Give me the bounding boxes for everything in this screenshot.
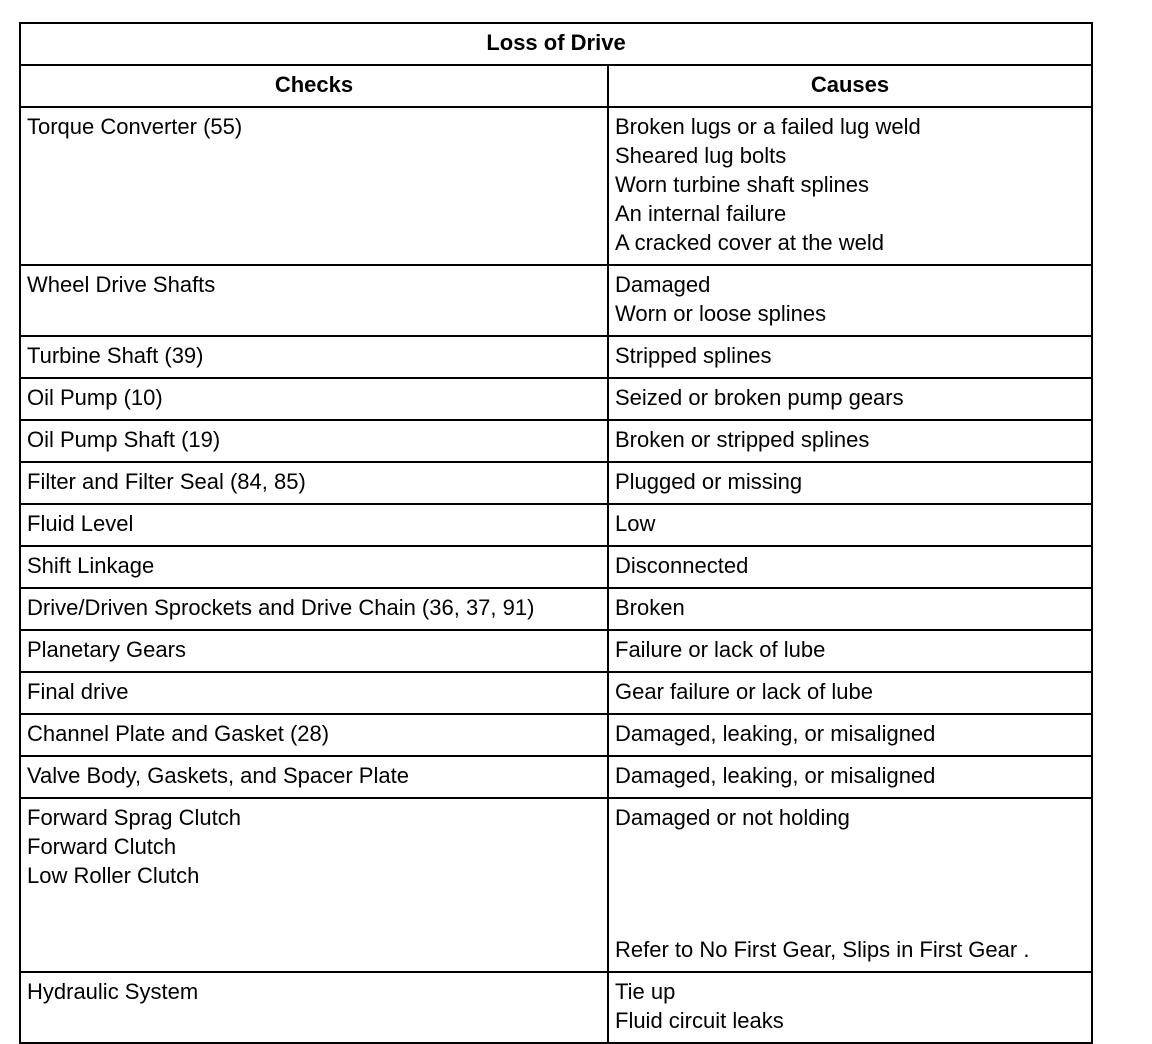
cause-text: Damaged	[615, 272, 711, 297]
cause-text: Worn turbine shaft splines	[615, 172, 869, 197]
table-row	[20, 630, 1092, 672]
causes-header: Causes	[608, 65, 1092, 107]
table-row	[20, 672, 1092, 714]
table-row	[20, 462, 1092, 504]
cause-cell	[608, 798, 1092, 972]
table-row	[20, 107, 1092, 265]
check-text: Forward Sprag Clutch	[27, 805, 241, 830]
check-cell: Filter and Filter Seal (84, 85)	[20, 462, 608, 504]
cause-text: Tie up	[615, 979, 676, 1004]
cause-cell: Disconnected	[608, 546, 1092, 588]
table-row	[20, 265, 1092, 336]
cause-cell: Stripped splines	[608, 336, 1092, 378]
check-text: Hydraulic System	[27, 979, 199, 1004]
cause-text: Fluid circuit leaks	[615, 1008, 784, 1033]
table-row	[20, 546, 1092, 588]
cause-cell: Gear failure or lack of lube	[608, 672, 1092, 714]
cause-cell: Seized or broken pump gears	[608, 378, 1092, 420]
cause-text: Worn or loose splines	[615, 301, 827, 326]
check-cell: Turbine Shaft (39)	[20, 336, 608, 378]
table-row	[20, 588, 1092, 630]
cause-text: Sheared lug bolts	[615, 143, 787, 168]
cause-text: Broken lugs or a failed lug weld	[615, 114, 921, 139]
check-text: Low Roller Clutch	[27, 863, 200, 888]
check-cell: Oil Pump Shaft (19)	[20, 420, 608, 462]
check-cell	[20, 265, 608, 336]
header-row	[20, 65, 1092, 107]
check-cell: Shift Linkage	[20, 546, 608, 588]
table-row	[20, 714, 1092, 756]
check-cell: Drive/Driven Sprockets and Drive Chain (36, 37, 91)	[20, 588, 608, 630]
check-text: Wheel Drive Shafts	[27, 272, 216, 297]
check-cell: Final drive	[20, 672, 608, 714]
cause-cell: Failure or lack of lube	[608, 630, 1092, 672]
cause-cell: Broken	[608, 588, 1092, 630]
loss-of-drive-table	[19, 22, 1093, 1044]
check-cell: Oil Pump (10)	[20, 378, 608, 420]
cause-text: A cracked cover at the weld	[615, 230, 885, 255]
reference-note: Refer to No First Gear, Slips in First Gear .	[615, 937, 1030, 962]
table-row	[20, 378, 1092, 420]
cause-text: An internal failure	[615, 201, 787, 226]
table-row	[20, 972, 1092, 1043]
cause-cell: Damaged, leaking, or misaligned	[608, 714, 1092, 756]
table-row	[20, 504, 1092, 546]
table-row	[20, 798, 1092, 972]
check-cell: Valve Body, Gaskets, and Spacer Plate	[20, 756, 608, 798]
check-cell: Fluid Level	[20, 504, 608, 546]
table-title: Loss of Drive	[20, 23, 1092, 65]
cause-cell: Damaged, leaking, or misaligned	[608, 756, 1092, 798]
check-text: Torque Converter (55)	[27, 114, 243, 139]
cause-cell: Plugged or missing	[608, 462, 1092, 504]
check-cell	[20, 798, 608, 972]
table-row	[20, 756, 1092, 798]
table-row	[20, 336, 1092, 378]
check-cell	[20, 107, 608, 265]
check-cell: Planetary Gears	[20, 630, 608, 672]
cause-cell	[608, 265, 1092, 336]
cause-cell: Low	[608, 504, 1092, 546]
check-text: Forward Clutch	[27, 834, 177, 859]
check-cell: Channel Plate and Gasket (28)	[20, 714, 608, 756]
title-row	[20, 23, 1092, 65]
checks-header: Checks	[20, 65, 608, 107]
cause-text: Damaged or not holding	[615, 805, 850, 830]
cause-cell: Broken or stripped splines	[608, 420, 1092, 462]
table-row	[20, 420, 1092, 462]
cause-cell	[608, 972, 1092, 1043]
check-cell	[20, 972, 608, 1043]
cause-cell	[608, 107, 1092, 265]
